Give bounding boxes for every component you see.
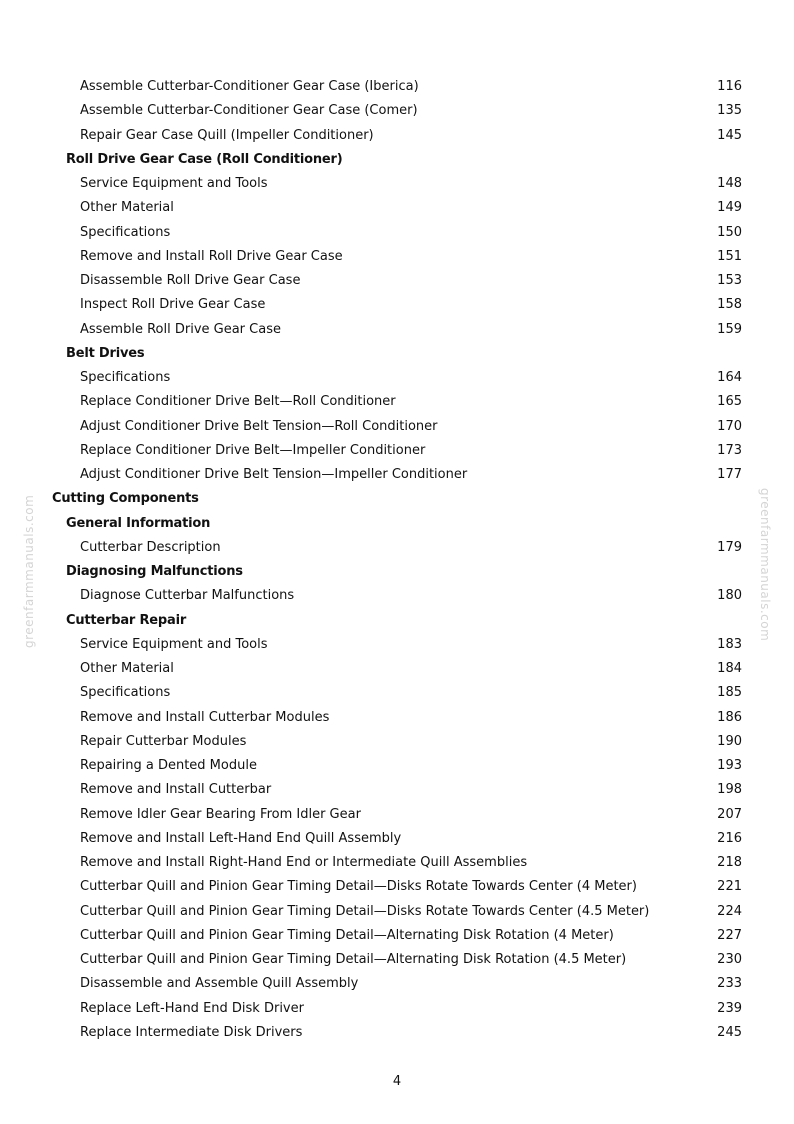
toc-entry-page: 183 <box>717 636 742 652</box>
toc-entry-page: 145 <box>717 127 742 143</box>
toc-entry <box>52 584 742 608</box>
toc-entry-label: Remove and Install Cutterbar <box>80 782 272 798</box>
toc-entry-page: 170 <box>717 418 742 434</box>
toc-entry-page: 245 <box>717 1024 742 1040</box>
toc-entry-page: 190 <box>717 733 742 749</box>
toc-section-heading <box>52 609 742 633</box>
toc-entry-label: Cutterbar Quill and Pinion Gear Timing Detail—Disks Rotate Towards Center (4 Meter) <box>80 879 637 895</box>
toc-entry-page: 149 <box>717 200 742 216</box>
toc-entry <box>52 827 742 851</box>
toc-entry-label: Inspect Roll Drive Gear Case <box>80 297 266 313</box>
toc-section-heading <box>52 342 742 366</box>
toc-entry-label: Specifications <box>80 370 171 385</box>
toc-entry-label: Diagnose Cutterbar Malfunctions <box>80 588 295 604</box>
toc-entry-label: Assemble Cutterbar-Conditioner Gear Case (Comer) <box>80 103 418 119</box>
toc-entry <box>52 318 742 342</box>
toc-entry-label: Repair Gear Case Quill (Impeller Conditioner) <box>80 127 374 143</box>
toc-entry <box>52 875 742 899</box>
toc-entry-page: 198 <box>717 782 742 798</box>
toc-entry-page: 158 <box>717 297 742 313</box>
toc-entry <box>52 730 742 754</box>
toc-entry-page: 150 <box>717 224 742 240</box>
toc-entry <box>52 99 742 123</box>
toc-entry-page: 151 <box>717 248 742 264</box>
toc-entry <box>52 415 742 439</box>
toc-entry-label: Replace Conditioner Drive Belt—Roll Conditioner <box>80 394 396 410</box>
toc-entry-label: Specifications <box>80 685 171 701</box>
toc-entry-label: Disassemble Roll Drive Gear Case <box>80 273 301 288</box>
watermark-left: greenfarmmanuals.com <box>22 494 36 648</box>
toc-entry-page: 233 <box>717 976 742 992</box>
toc-entry-label: Other Material <box>80 661 174 676</box>
toc-section-heading <box>52 487 742 511</box>
toc-entry <box>52 366 742 390</box>
toc-entry <box>52 75 742 99</box>
toc-entry <box>52 900 742 924</box>
toc-entry-label: Cutterbar Quill and Pinion Gear Timing Detail—Alternating Disk Rotation (4.5 Meter) <box>80 952 627 967</box>
toc-entry-page: 177 <box>717 467 742 482</box>
toc-entry <box>52 293 742 317</box>
toc-entry-page: 186 <box>717 709 742 725</box>
toc-entry <box>52 390 742 414</box>
toc-entry <box>52 778 742 802</box>
toc-entry <box>52 269 742 293</box>
toc-entry <box>52 245 742 269</box>
toc-entry-label: Remove and Install Left-Hand End Quill Assembly <box>80 830 402 846</box>
toc-entry-label: Service Equipment and Tools <box>80 176 268 191</box>
toc-entry <box>52 1021 742 1045</box>
toc-entry-label: Repair Cutterbar Modules <box>80 733 247 749</box>
toc-entry-page: 135 <box>717 103 742 119</box>
toc-entry-label: Cutterbar Quill and Pinion Gear Timing Detail—Disks Rotate Towards Center (4.5 Meter) <box>80 903 650 919</box>
toc-entry-label: Assemble Roll Drive Gear Case <box>80 321 281 337</box>
toc-entry-page: 180 <box>717 588 742 604</box>
toc-entry <box>52 221 742 245</box>
toc-entry <box>52 924 742 948</box>
toc-entry-label: Repairing a Dented Module <box>80 758 257 773</box>
toc-entry <box>52 851 742 875</box>
toc-entry-label: Replace Intermediate Disk Drivers <box>80 1024 303 1040</box>
toc-entry-page: 218 <box>717 855 742 870</box>
toc-entry-page: 184 <box>717 661 742 676</box>
toc-entry <box>52 681 742 705</box>
toc-entry-label: General Information <box>66 515 211 531</box>
table-of-contents <box>52 75 742 1045</box>
toc-entry <box>52 803 742 827</box>
toc-entry <box>52 536 742 560</box>
toc-section-heading <box>52 148 742 172</box>
toc-entry-page: 216 <box>717 830 742 846</box>
toc-entry <box>52 972 742 996</box>
toc-entry-label: Belt Drives <box>66 345 145 361</box>
toc-entry-page: 230 <box>717 952 742 967</box>
toc-section-heading <box>52 560 742 584</box>
toc-entry-label: Diagnosing Malfunctions <box>66 564 243 579</box>
toc-entry-label: Roll Drive Gear Case (Roll Conditioner) <box>66 151 343 167</box>
toc-entry-label: Adjust Conditioner Drive Belt Tension—Roll Conditioner <box>80 418 438 434</box>
toc-entry-page: 153 <box>717 273 742 288</box>
toc-entry-page: 116 <box>717 79 742 94</box>
toc-entry-page: 165 <box>717 394 742 410</box>
toc-entry-page: 148 <box>717 176 742 191</box>
toc-entry-page: 207 <box>717 806 742 822</box>
toc-entry-page: 159 <box>717 321 742 337</box>
toc-entry-label: Remove Idler Gear Bearing From Idler Gear <box>80 806 361 822</box>
toc-entry-page: 164 <box>717 370 742 385</box>
toc-entry <box>52 172 742 196</box>
toc-entry <box>52 657 742 681</box>
toc-entry <box>52 633 742 657</box>
toc-entry-page: 193 <box>717 758 742 773</box>
toc-entry-label: Cutterbar Repair <box>66 612 187 628</box>
toc-entry-page: 185 <box>717 685 742 701</box>
toc-entry-label: Remove and Install Right-Hand End or Intermediate Quill Assemblies <box>80 855 528 870</box>
toc-entry-page: 224 <box>717 903 742 919</box>
toc-entry-label: Cutterbar Description <box>80 539 221 555</box>
toc-entry <box>52 124 742 148</box>
toc-entry <box>52 997 742 1021</box>
toc-entry-page: 221 <box>717 879 742 895</box>
toc-entry-label: Disassemble and Assemble Quill Assembly <box>80 976 359 992</box>
toc-entry-label: Cutting Components <box>52 491 199 507</box>
toc-entry-page: 173 <box>717 442 742 458</box>
toc-entry-page: 227 <box>717 927 742 943</box>
toc-entry-label: Replace Conditioner Drive Belt—Impeller Conditioner <box>80 442 426 458</box>
toc-entry-label: Remove and Install Roll Drive Gear Case <box>80 248 343 264</box>
toc-section-heading <box>52 512 742 536</box>
toc-entry-label: Adjust Conditioner Drive Belt Tension—Impeller Conditioner <box>80 467 468 482</box>
watermark-right: greenfarmmanuals.com <box>758 488 772 642</box>
toc-entry <box>52 439 742 463</box>
toc-entry <box>52 706 742 730</box>
toc-entry-label: Specifications <box>80 224 171 240</box>
toc-entry-label: Remove and Install Cutterbar Modules <box>80 709 330 725</box>
toc-entry <box>52 948 742 972</box>
toc-entry-label: Replace Left-Hand End Disk Driver <box>80 1000 304 1016</box>
toc-entry <box>52 463 742 487</box>
toc-entry-label: Service Equipment and Tools <box>80 636 268 652</box>
toc-entry <box>52 196 742 220</box>
toc-entry <box>52 754 742 778</box>
toc-entry-label: Cutterbar Quill and Pinion Gear Timing Detail—Alternating Disk Rotation (4 Meter) <box>80 927 614 943</box>
toc-entry-page: 179 <box>717 539 742 555</box>
toc-entry-page: 239 <box>717 1000 742 1016</box>
toc-entry-label: Other Material <box>80 200 174 216</box>
toc-entry-label: Assemble Cutterbar-Conditioner Gear Case (Iberica) <box>80 79 419 94</box>
page-number: 4 <box>392 1074 402 1089</box>
